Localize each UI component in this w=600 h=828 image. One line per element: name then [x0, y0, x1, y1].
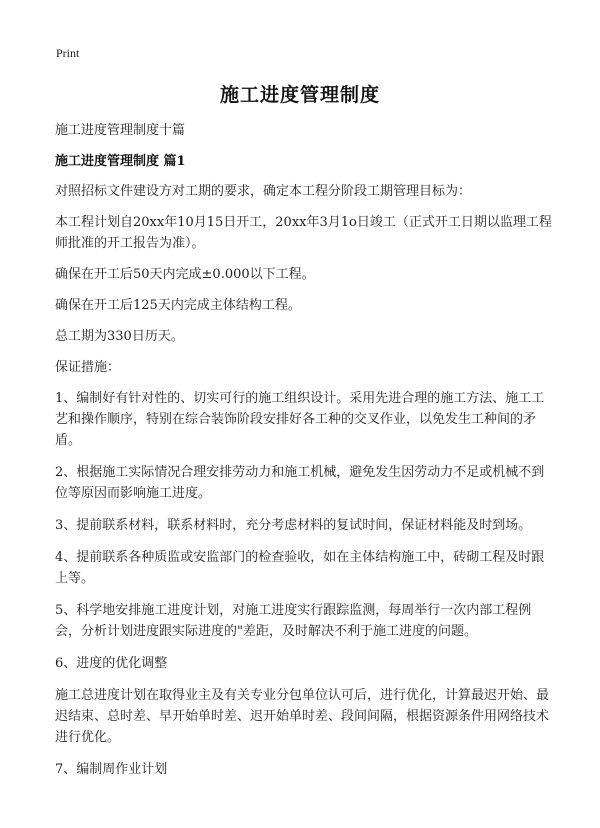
paragraph-total-duration: 总工期为330日历天。 — [55, 329, 184, 344]
measure-item-5: 5、科学地安排施工进度计划，对施工进度实行跟踪监测，每周举行一次内部工程例会，分析计划进度跟实际进度的"差距，及时解决不利于施工进度的问题。 — [55, 603, 532, 639]
measure-item-7: 7、编制周作业计划 — [55, 762, 168, 777]
measure-item-2: 2、根据施工实际情况合理安排劳动力和施工机械，避免发生因劳动力不足或机械不到位等原因而影响施工进度。 — [55, 465, 545, 501]
paragraph-schedule: 本工程计划自20xx年10月15日开工，20xx年3月1o日竣工（正式开工日期以监理工程师批准的开工报告为准）。 — [55, 215, 552, 251]
measure-item-1: 1、编制好有针对性的、切实可行的施工组织设计。采用先进合理的施工方法、施工工艺和操作顺序，特别在综合装饰阶段安排好各工种的交叉作业，以免发生工种间的矛盾。 — [55, 391, 545, 448]
measure-item-6-detail: 施工总进度计划在取得业主及有关专业分包单位认可后，进行优化，计算最迟开始、最迟结束、总时差、早开始单时差、迟开始单时差、段间间隔，根据资源条件用网络技术进行优化。 — [55, 688, 550, 745]
print-label: Print — [56, 46, 80, 60]
measure-item-4: 4、提前联系各种质监或安监部门的检查验收，如在主体结构施工中，砖砌工程及时跟上等。 — [55, 550, 545, 586]
measure-item-6: 6、进度的优化调整 — [55, 656, 168, 671]
document-subtitle: 施工进度管理制度十篇 — [55, 123, 186, 138]
document-title: 施工进度管理制度 — [219, 84, 380, 106]
measure-item-3: 3、提前联系材料，联系材料时，充分考虑材料的复试时间，保证材料能及时到场。 — [55, 518, 532, 533]
paragraph-measures-heading: 保证措施： — [55, 360, 121, 375]
document-body — [55, 120, 555, 791]
section-heading: 施工进度管理制度 篇1 — [55, 154, 186, 169]
paragraph-intro: 对照招标文件建设方对工期的要求，确定本工程分阶段工期管理目标为： — [55, 184, 472, 199]
paragraph-milestone-foundation: 确保在开工后50天内完成±0.000以下工程。 — [55, 267, 315, 282]
paragraph-milestone-structure: 确保在开工后125天内完成主体结构工程。 — [55, 298, 301, 313]
